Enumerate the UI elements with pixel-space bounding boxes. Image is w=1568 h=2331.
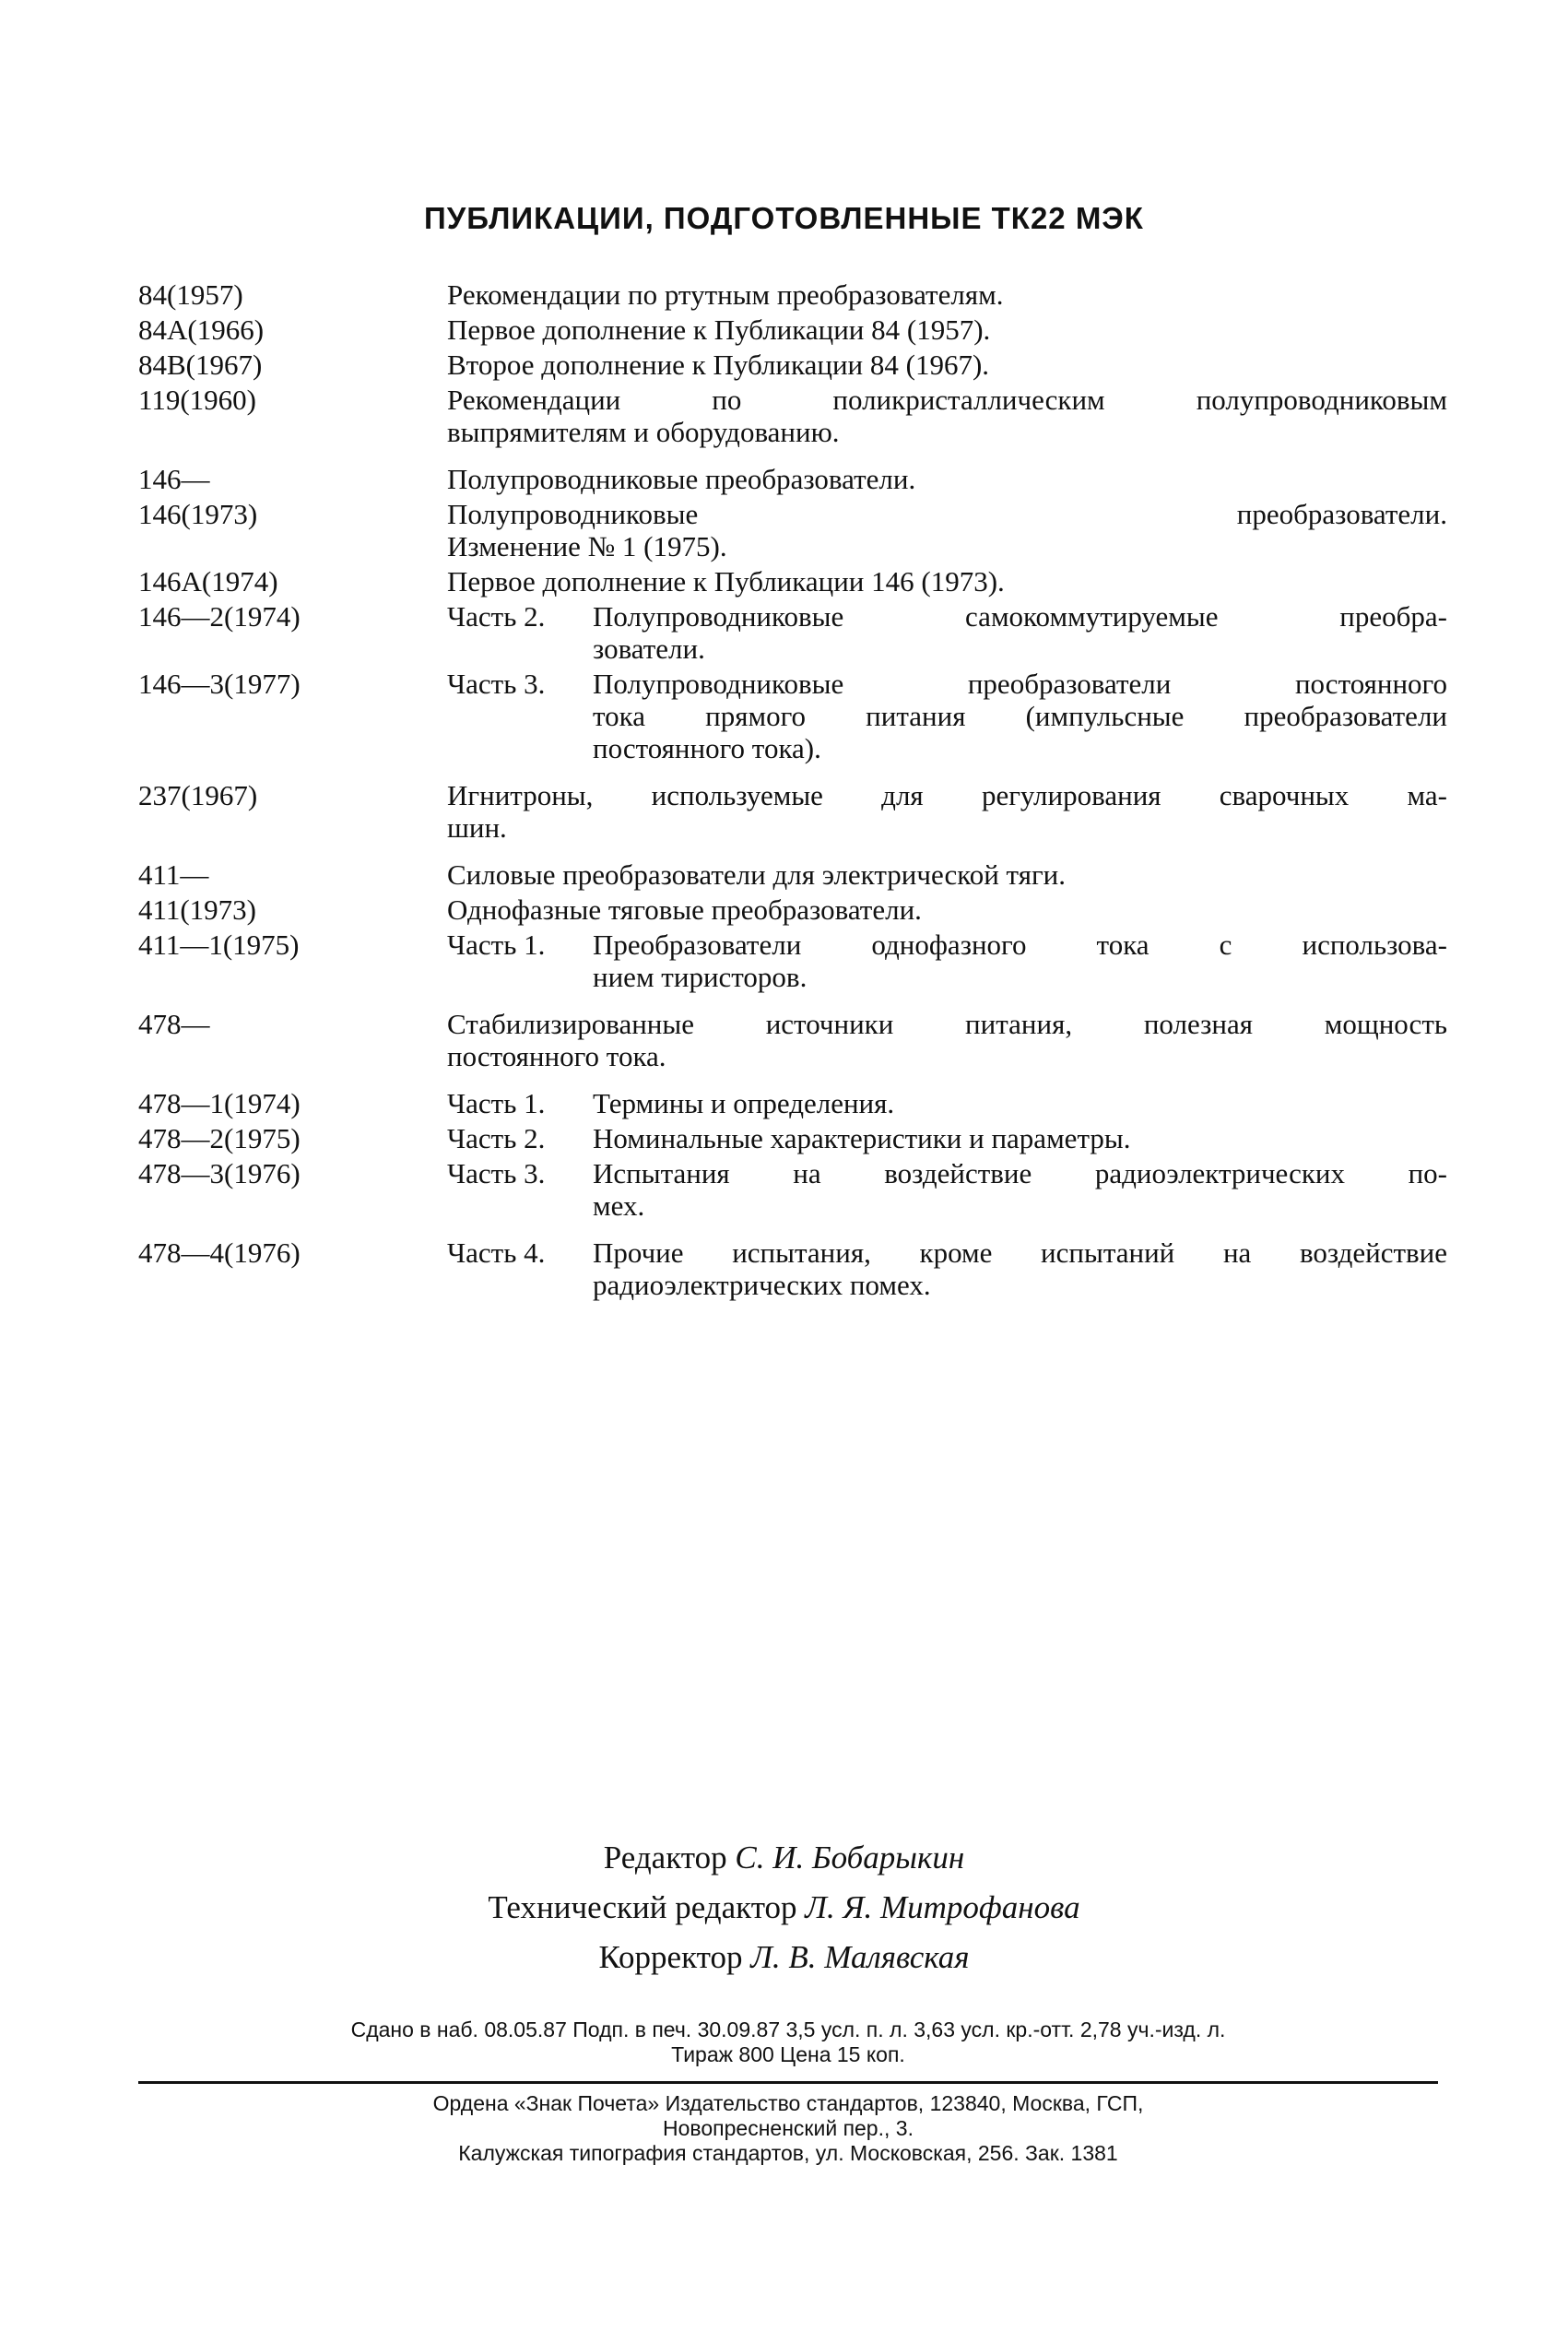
publication-description (447, 600, 1447, 665)
description-line: Первое дополнение к Публикации 146 (1973). (447, 565, 1005, 598)
description-line: Преобразователи однофазного тока с использова- (593, 929, 1447, 961)
description-line: Полупроводниковые преобразователи. (447, 498, 1447, 530)
publication-part (447, 929, 1447, 993)
publication-description (447, 384, 1447, 448)
description-line: Полупроводниковые преобразователи постоянного (593, 668, 1447, 700)
publication-row (138, 1122, 1447, 1154)
description-line: Полупроводниковые самокоммутируемые преобра- (593, 600, 1447, 633)
publication-code: 237(1967) (138, 779, 258, 811)
description-line: Игнитроны, используемые для регулирования сварочных ма- (447, 779, 1447, 811)
publication-description (447, 1157, 1447, 1222)
publication-description (447, 565, 1447, 598)
divider (138, 2081, 1438, 2084)
publication-code: 146—3(1977) (138, 668, 301, 700)
part-text (593, 1087, 1447, 1119)
publication-description (447, 929, 1447, 993)
corrector-name: Л. В. Малявская (750, 1939, 970, 1975)
description-line: Первое дополнение к Публикации 84 (1957). (447, 314, 991, 346)
publication-code: 478—2(1975) (138, 1122, 301, 1154)
imprint-line-2: Тираж 800 Цена 15 коп. (671, 2042, 905, 2066)
description-line: радиоэлектрических помех. (593, 1269, 931, 1301)
publication-description (447, 1236, 1447, 1301)
publications-list (138, 278, 1447, 1304)
publication-code: 146—2(1974) (138, 600, 301, 633)
publication-code: 146A(1974) (138, 565, 278, 598)
publication-row (138, 1157, 1447, 1222)
part-text (593, 600, 1447, 665)
publication-part (447, 668, 1447, 764)
publication-part (447, 1087, 1447, 1119)
publication-row (138, 929, 1447, 993)
publication-description (447, 779, 1447, 844)
publication-row (138, 278, 1447, 311)
publication-row (138, 1236, 1447, 1301)
description-line: Рекомендации по ртутным преобразователям. (447, 278, 1004, 311)
description-line: нием тиристоров. (593, 961, 808, 993)
description-line: Термины и определения. (593, 1087, 895, 1119)
publication-description (447, 498, 1447, 562)
publication-code: 478—4(1976) (138, 1236, 301, 1269)
publication-row (138, 1087, 1447, 1119)
description-line: Прочие испытания, кроме испытаний на воздействие (593, 1236, 1447, 1269)
publication-part (447, 1236, 1447, 1301)
part-text (593, 668, 1447, 764)
imprint-line-1: Сдано в наб. 08.05.87 Подп. в печ. 30.09.87 3,5 усл. п. л. 3,63 усл. кр.-отт. 2,78 уч.-изд. л. (350, 2017, 1226, 2041)
description-line: Однофазные тяговые преобразователи. (447, 893, 922, 926)
publisher-info (138, 2091, 1438, 2166)
publication-description (447, 1087, 1447, 1119)
publication-row (138, 668, 1447, 764)
tech-editor-label: Технический редактор (488, 1889, 797, 1925)
publication-code: 478— (138, 1008, 210, 1040)
publication-row (138, 779, 1447, 844)
publication-part (447, 1122, 1447, 1154)
description-line: Рекомендации по поликристаллическим полупроводниковым (447, 384, 1447, 416)
publication-row (138, 314, 1447, 346)
publication-description (447, 893, 1447, 926)
corrector-label: Корректор (598, 1939, 743, 1975)
credits (0, 1833, 1568, 1982)
publisher-line-3: Калужская типография стандартов, ул. Московская, 256. Зак. 1381 (458, 2141, 1118, 2165)
publication-code: 478—3(1976) (138, 1157, 301, 1189)
description-line: Номинальные характеристики и параметры. (593, 1122, 1131, 1154)
publication-description (447, 858, 1447, 891)
publication-row (138, 384, 1447, 448)
part-label: Часть 4. (447, 1236, 546, 1269)
part-text (593, 1157, 1447, 1222)
description-line: Полупроводниковые преобразователи. (447, 463, 916, 495)
publication-part (447, 1157, 1447, 1222)
publication-row (138, 893, 1447, 926)
publication-description (447, 349, 1447, 381)
publication-code: 146— (138, 463, 210, 495)
publication-description (447, 1008, 1447, 1072)
publication-row (138, 600, 1447, 665)
publication-code: 84A(1966) (138, 314, 265, 346)
publisher-line-1: Ордена «Знак Почета» Издательство стандартов, 123840, Москва, ГСП, (432, 2091, 1144, 2115)
imprint (138, 2017, 1438, 2067)
description-line: постоянного тока. (447, 1040, 666, 1072)
publication-row (138, 498, 1447, 562)
publisher-line-2: Новопресненский пер., 3. (663, 2116, 914, 2140)
publication-description (447, 278, 1447, 311)
description-line: Стабилизированные источники питания, полезная мощность (447, 1008, 1447, 1040)
tech-editor-line (0, 1883, 1568, 1933)
part-label: Часть 2. (447, 600, 546, 633)
part-text (593, 1122, 1447, 1154)
description-line: Испытания на воздействие радиоэлектрических по- (593, 1157, 1447, 1189)
publication-code: 478—1(1974) (138, 1087, 301, 1119)
publication-code: 146(1973) (138, 498, 258, 530)
description-line: Второе дополнение к Публикации 84 (1967). (447, 349, 990, 381)
publication-row (138, 1008, 1447, 1072)
editor-line (0, 1833, 1568, 1883)
publication-code: 119(1960) (138, 384, 256, 416)
publication-row (138, 349, 1447, 381)
editor-name: С. И. Бобарыкин (735, 1840, 965, 1875)
publication-row (138, 565, 1447, 598)
part-label: Часть 3. (447, 1157, 546, 1189)
editor-label: Редактор (603, 1840, 727, 1875)
description-line: тока прямого питания (импульсные преобразователи (593, 700, 1447, 732)
description-line: шин. (447, 811, 507, 844)
description-line: Изменение № 1 (1975). (447, 530, 727, 562)
part-label: Часть 2. (447, 1122, 546, 1154)
publication-description (447, 1122, 1447, 1154)
tech-editor-name: Л. Я. Митрофанова (805, 1889, 1080, 1925)
part-label: Часть 3. (447, 668, 546, 700)
corrector-line (0, 1933, 1568, 1982)
publication-part (447, 600, 1447, 665)
publication-row (138, 463, 1447, 495)
description-line: постоянного тока). (593, 732, 821, 764)
publication-description (447, 314, 1447, 346)
part-label: Часть 1. (447, 929, 546, 961)
publication-description (447, 668, 1447, 764)
description-line: зователи. (593, 633, 705, 665)
part-label: Часть 1. (447, 1087, 546, 1119)
publication-code: 411— (138, 858, 209, 891)
description-line: выпрямителям и оборудованию. (447, 416, 840, 448)
description-line: мех. (593, 1189, 645, 1222)
publication-code: 411—1(1975) (138, 929, 300, 961)
part-text (593, 1236, 1447, 1301)
publication-code: 84B(1967) (138, 349, 263, 381)
publication-description (447, 463, 1447, 495)
description-line: Силовые преобразователи для электрической тяги. (447, 858, 1067, 891)
page-title: ПУБЛИКАЦИИ, ПОДГОТОВЛЕННЫЕ ТК22 МЭК (424, 201, 1144, 235)
publication-row (138, 858, 1447, 891)
publication-code: 84(1957) (138, 278, 243, 311)
publication-code: 411(1973) (138, 893, 256, 926)
part-text (593, 929, 1447, 993)
